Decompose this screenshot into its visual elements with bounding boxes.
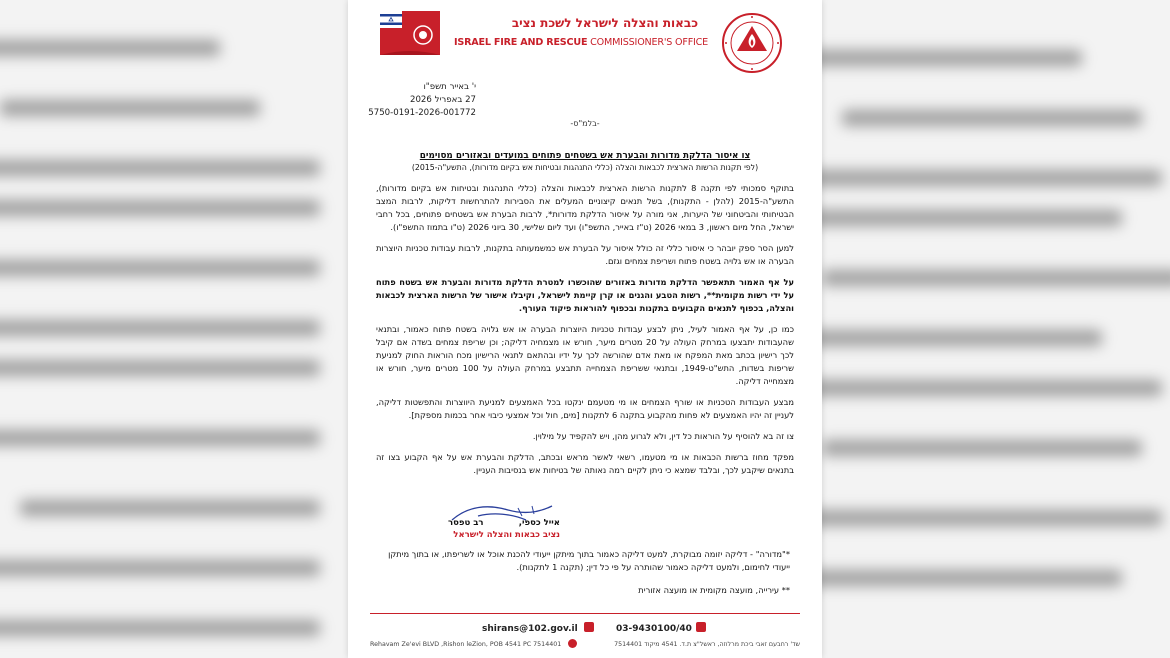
letter-meta xyxy=(368,81,476,120)
phone-text[interactable]: 03-9430100/40 xyxy=(616,624,692,634)
address-hebrew: שד' רחבעם זאבי ביכת מרלוזה, ראשל"צ ת.ד. 4541 מיקוד 7514401 xyxy=(614,641,800,648)
body-paragraph: צו זה בא להוסיף על הוראות כל דין, ולא לגרוע מהן, ויש להקפיד על מילוין. xyxy=(532,431,794,441)
order-title: צו איסור הדלקת מדורות והבערת אש בשטחים פתוחים במועדים ובאזורים מסוימים xyxy=(419,151,751,161)
document-page xyxy=(348,0,822,658)
footnotes xyxy=(376,548,790,607)
email-icon xyxy=(584,622,594,632)
email-text[interactable]: shirans@102.gov.il xyxy=(482,624,578,634)
signatory-name: אייל כספי, xyxy=(518,518,560,528)
footnote: *"מדורה" - דליקה יזומה מבוקרת, למעט דליקה כאמור בתוך מיתקן ייעודי להכנת אוכל או לשריפתו, או בתוך מיתקן ייעודי לחימום, ולמעט דליקה כאמור שהותרה על פי כל דין; (תקנה 1 לתקנות). xyxy=(388,549,790,572)
signatory-title: נציב כבאות והצלה לישראל xyxy=(453,530,560,540)
signature-block xyxy=(448,502,560,542)
org-name-hebrew: כבאות והצלה לישראל לשכת נציב xyxy=(511,16,698,30)
classification-mark: -בלמ"ס- xyxy=(570,119,600,128)
phone-icon xyxy=(696,622,706,632)
letterhead xyxy=(348,6,822,62)
location-icon xyxy=(568,639,577,648)
order-body xyxy=(376,182,794,485)
hebrew-date: י' באייר תשפ"ו xyxy=(423,82,476,92)
fire-service-flag-icon xyxy=(380,11,440,55)
footer-divider xyxy=(370,613,800,614)
body-paragraph: מבצע העבודות הטכניות או שורף הצמחים או מי מטעמם ינקטו בכל האמצעים למניעת היווצרות והתפשטות דליקה, לעניין זה יהיו האמצעים לא פחות מהקבוע בתקנה 6 לתקנות [מים, חול וכל אמצעי כיבוי אחר בכמות מספקת]. xyxy=(376,397,794,420)
body-paragraph: למען הסר ספק יובהר כי איסור כללי זה כולל איסור על הבערת אש כמשמעותה בתקנות, לרבות עבודות טכניות היוצרות הבערה או אש גלויה בשטח פתוח ושריפת צמחים וגזם. xyxy=(376,243,794,266)
body-paragraph-exception: על אף האמור תתאפשר הדלקת מדורות באזורים שהוכשרו למטרת הדלקת מדורות והבערת אש בשטח פתוח על ידי רשות מקומית**, רשות הטבע והגנים או קרן קיימת לישראל, וקיבלו אישור של הרשות הארצית לכבאות והצלה, בכפוף לתנאים הקבועים בתקנות ובכפוף להוראות פיקוד העורף. xyxy=(376,277,794,313)
org-name-english: ISRAEL FIRE AND RESCUE COMMISSIONER'S OFFICE xyxy=(454,37,708,48)
address-english: Rehavam Ze'evi BLVD ,Rishon leZion, POB 4541 PC 7514401 xyxy=(370,641,562,648)
blurred-backdrop-right xyxy=(822,0,1170,658)
body-paragraph: מפקד מחוז ברשות הכבאות או מי מטעמו, רשאי לאשר מראש ובכתב, הדלקת והבערת אש על אף הקבוע בצו זה בתנאים שיקבע לכך, ובלבד שמצא כי ניתן לקיים רמה נאותה של בטיחות אש בנסיבות העניין. xyxy=(376,452,794,475)
blurred-backdrop-left xyxy=(0,0,348,658)
body-paragraph: כמו כן, על אף האמור לעיל, ניתן לבצע עבודות טכניות היוצרות הבערה או אש גלויה בשטח פתוח כאמור, ובתנאי שהעבודות יתבצעו במרחק העולה על 20 מטרים מיער, חורש או מצמחיה דליקה; וכן שריפת צמחים בשדה אם קיבל לכך רישיון בכתב מאת המפקח או מאת אדם שהורשה לכך על ידיו ובהתאם לתנאי הרישיון מכח הוראות החוק למניעת שריפות בשדות, התש"ט-1949, ובתנאי ששריפת הצמחייה תתבצע במרחק העולה על 100 מטרים מיער, חורש או מצמחייה דליקה. xyxy=(376,324,794,386)
signatory-rank: רב טפסר xyxy=(448,518,484,528)
footnote: ** עירייה, מועצה מקומית או מועצה אזורית xyxy=(638,585,790,595)
gregorian-date: 27 באפריל 2026 xyxy=(409,95,476,105)
footer-email[interactable] xyxy=(482,622,594,634)
footer-phone[interactable] xyxy=(616,622,706,634)
reference-number: 5750-0191-2026-001772 xyxy=(368,108,476,118)
order-subtitle: (לפי תקנות הרשות הארצית לכבאות והצלה (כללי התנהגות ובטיחות אש בקיום מדורות), התשע"ה-2015) xyxy=(411,163,759,172)
fire-rescue-emblem-icon xyxy=(721,12,783,74)
body-paragraph: בתוקף סמכותי לפי תקנה 8 לתקנות הרשות הארצית לכבאות והצלה (כללי התנהגות ובטיחות אש בקיום מדורות), התשע"ה-2015 (להלן - התקנות), בשל תנאים קיצוניים המעלים את הסבירות להתרחשות דליקות, לרבות המצב הבטיחותי והביטחוני של היערות, אני מורה על איסור הדלקת מדורות*, לרבות הבערת אש בשטחים פתוחים, בכל רחבי ישראל, החל מיום ראשון, 3 במאי 2026 (ט"ז באייר, התשפ"ו) ועד ליום שלישי, 30 ביוני 2026 (ט"ו בתמוז התשפ"ו). xyxy=(376,183,794,232)
